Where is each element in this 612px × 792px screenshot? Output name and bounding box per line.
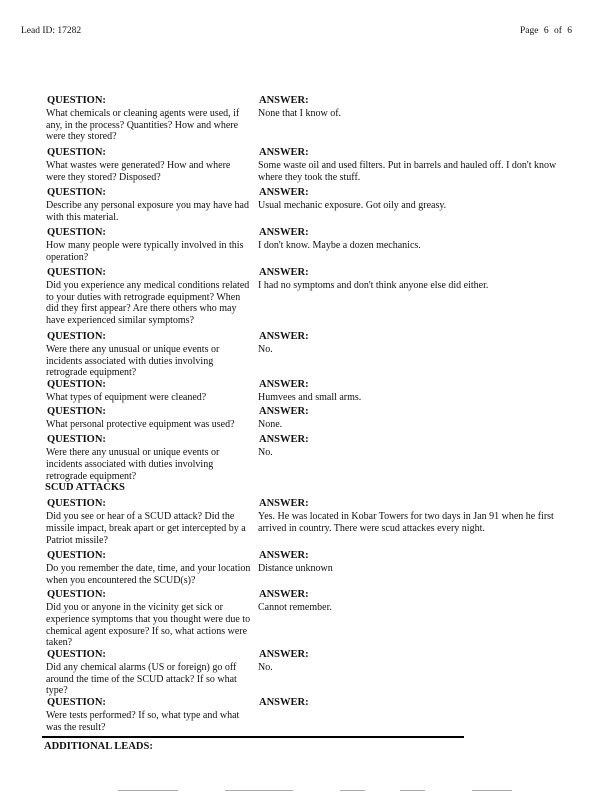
answer-text: Distance unknown [258,563,333,575]
answer-text: No. [258,447,273,459]
question-text: Do you remember the date, time, and your location when you encountered the SCUD(s)? [46,563,251,586]
question-text: What personal protective equipment was used? [46,419,235,431]
question-label: QUESTION: [47,649,106,661]
question-text: Did any chemical alarms (US or foreign) go off around the time of the SCUD attack? If so what type? [46,662,237,697]
answer-text: Usual mechanic exposure. Got oily and greasy. [258,200,447,211]
qa-row [0,589,612,649]
question-text: What types of equipment were cleaned? [46,392,207,404]
answer-block [258,331,558,356]
question-label: QUESTION: [47,267,106,278]
question-label: QUESTION: [47,379,106,391]
answer-text: Humvees and small arms. [258,392,362,404]
qa-row [0,697,612,733]
question-text: Were there any unusual or unique events or incidents associated with duties involving retrograde equipment? [46,344,220,379]
question-text: What chemicals or cleaning agents were used, if any, in the process? Quantities? How and where were they stored? [46,108,240,143]
question-block [46,267,251,327]
answer-block [258,95,558,120]
scan-artifact [400,790,425,791]
answer-text: Cannot remember. [258,602,332,614]
answer-label: ANSWER: [259,95,309,106]
answer-label: ANSWER: [259,498,309,510]
scan-artifact [340,790,365,791]
answer-block [258,379,558,404]
question-block [46,227,251,263]
scan-artifact [118,790,178,791]
question-label: QUESTION: [47,434,106,446]
answer-block [258,697,558,710]
answer-label: ANSWER: [259,379,309,391]
answer-text: None that I know of. [258,108,342,119]
question-label: QUESTION: [47,95,106,106]
scan-artifact [472,790,512,791]
question-text: Describe any personal exposure you may have had with this material. [46,200,249,223]
question-block [46,406,251,431]
question-block [46,697,251,733]
answer-text: I had no symptoms and don't think anyone else did either. [258,280,489,291]
question-block [46,550,251,586]
question-block [46,434,251,482]
answer-label: ANSWER: [259,331,309,342]
document-body [0,95,612,753]
qa-row [0,550,612,589]
question-label: QUESTION: [47,331,106,342]
answer-block [258,227,558,252]
section-heading-scud-attacks: SCUD ATTACKS [45,482,125,494]
answer-text: Yes. He was located in Kobar Towers for two days in Jan 91 when he first arrived in country. There were scud attackes every night. [258,511,554,534]
answer-text: No. [258,662,273,674]
qa-row [0,147,612,187]
question-block [46,379,251,404]
additional-leads-heading: ADDITIONAL LEADS: [44,740,153,752]
qa-row [0,187,612,227]
question-block [46,331,251,379]
answer-block [258,267,558,292]
answer-label: ANSWER: [259,147,309,158]
question-text: Were there any unusual or unique events or incidents associated with duties involving retrograde equipment? [46,447,220,482]
qa-row [0,434,612,482]
question-text: How many people were typically involved in this operation? [46,240,244,263]
question-text: Did you see or hear of a SCUD attack? Did the missile impact, break apart or get intercepted by a Patriot missile? [46,511,246,546]
answer-text: Some waste oil and used filters. Put in barrels and hauled off. I don't know where they took the stuff. [258,160,557,183]
answer-block [258,434,558,459]
question-block [46,649,251,697]
answer-block [258,589,558,614]
answer-label: ANSWER: [259,187,309,198]
answer-text: I don't know. Maybe a dozen mechanics. [258,240,421,251]
qa-row [0,406,612,434]
answer-block [258,550,558,575]
answer-text: No. [258,344,273,355]
question-label: QUESTION: [47,589,106,601]
qa-list [0,95,612,734]
qa-row [0,95,612,147]
answer-text: None. [258,419,283,431]
answer-label: ANSWER: [259,550,309,562]
question-block [46,147,251,183]
question-label: QUESTION: [47,147,106,158]
question-text: Were tests performed? If so, what type and what was the result? [46,710,240,733]
qa-row [0,498,612,550]
lead-id: Lead ID: 17282 [21,26,82,36]
question-block [46,498,251,546]
question-block [46,187,251,223]
question-block [46,589,251,649]
answer-block [258,649,558,674]
question-label: QUESTION: [47,187,106,198]
page-number: Page 6 of 6 [520,26,573,36]
answer-block [258,147,558,183]
answer-label: ANSWER: [259,406,309,418]
answer-block [258,187,558,212]
question-label: QUESTION: [47,406,106,418]
divider [42,736,464,738]
question-label: QUESTION: [47,498,106,510]
answer-label: ANSWER: [259,267,309,278]
qa-row [0,267,612,331]
question-block [46,95,251,143]
question-label: QUESTION: [47,227,106,238]
qa-row [0,379,612,406]
question-label: QUESTION: [47,550,106,562]
qa-row [0,331,612,379]
answer-block [258,498,558,534]
answer-block [258,406,558,431]
question-text: What wastes were generated? How and where were they stored? Disposed? [46,160,231,183]
answer-label: ANSWER: [259,589,309,601]
question-label: QUESTION: [47,697,106,709]
answer-label: ANSWER: [259,434,309,446]
answer-label: ANSWER: [259,649,309,661]
qa-row [0,227,612,267]
answer-label: ANSWER: [259,227,309,238]
scan-artifact [225,790,293,791]
question-text: Did you or anyone in the vicinity get sick or experience symptoms that you thought were due to chemical agent exposure? If so, what actions were taken? [46,602,251,649]
question-text: Did you experience any medical conditions related to your duties with retrograde equipment? When did they first appear? Are there others who may have experienced similar symptoms? [46,280,250,327]
answer-label: ANSWER: [259,697,309,709]
qa-row [0,649,612,697]
